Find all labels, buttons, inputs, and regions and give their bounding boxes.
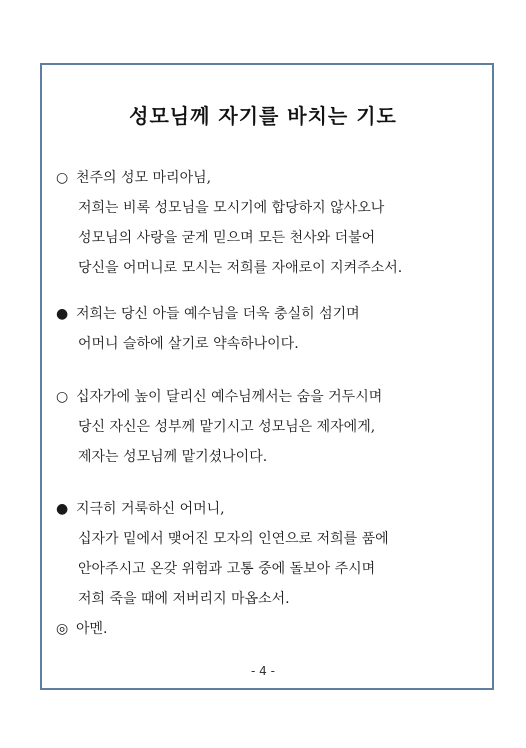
page-number: - 4 - bbox=[251, 664, 275, 678]
stanza-4-line-3: 안아주시고 온갖 위험과 고통 중에 돌보아 주시며 bbox=[78, 561, 376, 577]
stanza-3-line-2: 당신 자신은 성부께 맡기시고 성모님은 제자에게, bbox=[78, 419, 376, 435]
filled-circle-marker: ● bbox=[56, 306, 69, 322]
prayer-stanza-1 bbox=[56, 163, 402, 283]
prayer-stanza-3 bbox=[56, 382, 382, 472]
amen-line: 아멘. bbox=[76, 621, 108, 637]
stanza-1-line-2: 저희는 비록 성모님을 모시기에 합당하지 않사오나 bbox=[78, 200, 385, 216]
stanza-2-line-1: 저희는 당신 아들 예수님을 더욱 충실히 섬기며 bbox=[76, 306, 360, 322]
stanza-1-line-1: 천주의 성모 마리아님, bbox=[76, 170, 212, 186]
open-circle-marker: ○ bbox=[56, 389, 69, 405]
stanza-4-line-2: 십자가 밑에서 맺어진 모자의 인연으로 저희를 품에 bbox=[78, 531, 389, 547]
stanza-3-line-3: 제자는 성모님께 맡기셨나이다. bbox=[78, 449, 268, 465]
prayer-stanza-2 bbox=[56, 299, 360, 359]
prayer-stanza-4 bbox=[56, 494, 389, 644]
open-circle-marker: ○ bbox=[56, 170, 69, 186]
stanza-1-line-4: 당신을 어머니로 모시는 저희를 자애로이 지켜주소서. bbox=[78, 260, 403, 276]
stanza-4-line-1: 지극히 거룩하신 어머니, bbox=[76, 501, 225, 517]
stanza-4-line-4: 저희 죽을 때에 저버리지 마옵소서. bbox=[78, 591, 290, 607]
stanza-2-line-2: 어머니 슬하에 살기로 약속하나이다. bbox=[78, 336, 299, 352]
stanza-1-line-3: 성모님의 사랑을 굳게 믿으며 모든 천사와 더불어 bbox=[78, 230, 376, 246]
double-circle-marker: ◎ bbox=[56, 621, 69, 637]
filled-circle-marker: ● bbox=[56, 501, 69, 517]
prayer-title: 성모님께 자기를 바치는 기도 bbox=[129, 104, 397, 128]
stanza-3-line-1: 십자가에 높이 달리신 예수님께서는 숨을 거두시며 bbox=[76, 389, 383, 405]
